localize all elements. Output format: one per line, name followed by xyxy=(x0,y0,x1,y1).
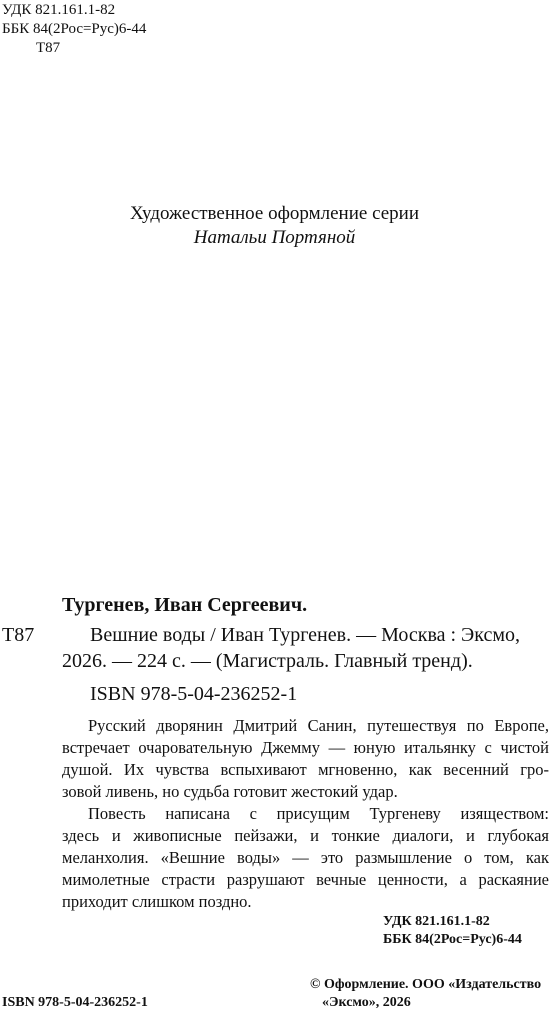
design-credit-name: Натальи Портяной xyxy=(193,227,356,248)
annotation-paragraph xyxy=(62,803,549,913)
bbk-code: ББК 84(2Рос=Рус)6-44 xyxy=(2,21,147,37)
author-mark: Т87 xyxy=(36,40,61,56)
catalog-description-line: Вешние воды / Иван Тургенев. — Москва : Эксмо, xyxy=(90,624,521,646)
annotation-line: здесь и живописные пейзажи, и тонкие диалоги, и глубокая xyxy=(62,826,549,845)
footer-isbn: ISBN 978-5-04-236252-1 xyxy=(2,995,148,1010)
annotation-line: встречает очаровательную Джемму — юную итальянку с чистой xyxy=(62,738,549,757)
annotation-paragraph xyxy=(62,715,549,803)
catalog-author-mark: Т87 xyxy=(2,624,35,646)
udk-code: УДК 821.161.1-82 xyxy=(2,2,116,18)
copyright-line: «Эксмо», 2026 xyxy=(322,995,411,1010)
card-udk-code: УДК 821.161.1-82 xyxy=(383,914,490,929)
annotation-line: Русский дворянин Дмитрий Санин, путешествуя по Европе, xyxy=(88,716,549,735)
catalog-isbn: ISBN 978-5-04-236252-1 xyxy=(90,683,298,705)
catalog-heading: Тургенев, Иван Сергеевич. xyxy=(62,594,308,616)
annotation-line: мимолетные страсти разрушают вечные ценности, а раскаяние xyxy=(62,870,549,889)
copyright-line: © Оформление. ООО «Издательство xyxy=(310,977,542,992)
annotation-line: зовой ливень, но судьба готовит жестокий удар. xyxy=(62,782,398,801)
card-bbk-code: ББК 84(2Рос=Рус)6-44 xyxy=(383,932,522,947)
annotation-line: Повесть написана с присущим Тургеневу изяществом: xyxy=(88,804,549,823)
design-credit-line: Художественное оформление серии xyxy=(129,203,420,224)
annotation-line: душой. Их чувства вспыхивают мгновенно, как весенний гро- xyxy=(62,760,549,779)
annotation-line: приходит слишком поздно. xyxy=(62,892,252,911)
catalog-description-line: 2026. — 224 с. — (Магистраль. Главный тренд). xyxy=(62,650,473,672)
annotation-line: меланхолия. «Вешние воды» — это размышление о том, как xyxy=(62,848,549,867)
